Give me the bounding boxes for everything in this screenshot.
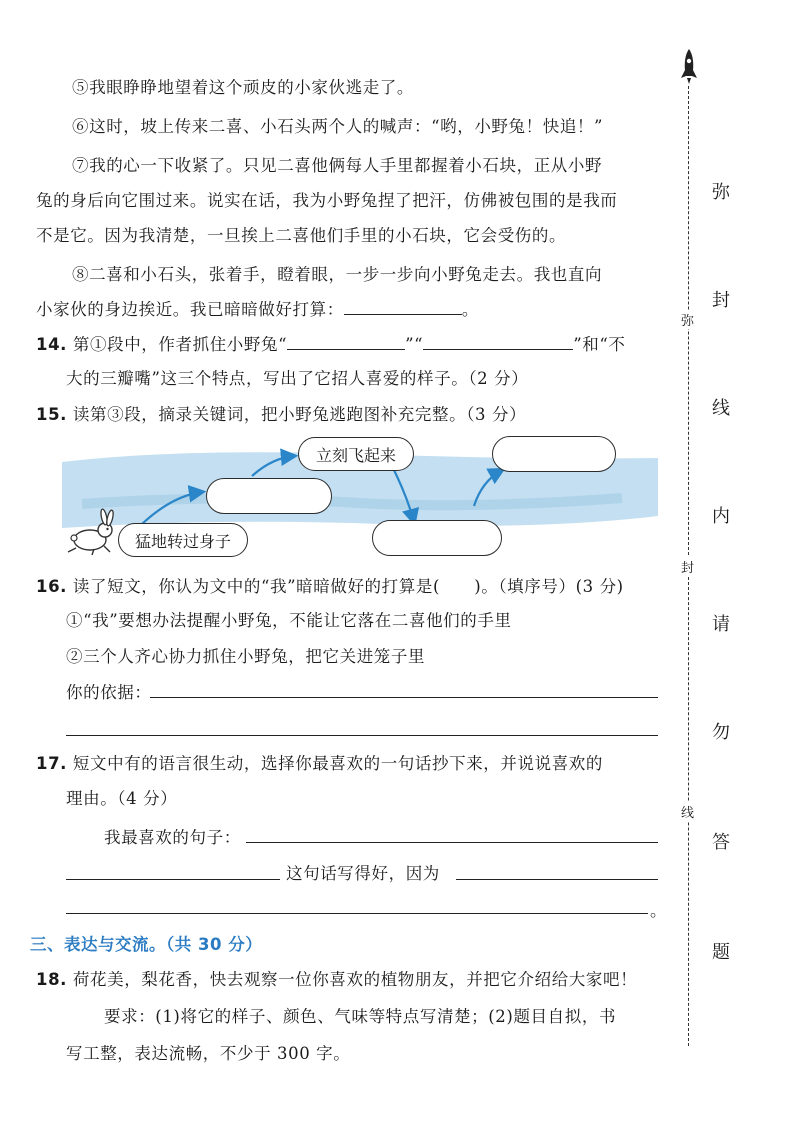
q16-basis-line-1[interactable]	[150, 697, 658, 698]
q16-option-1: ①“我”要想办法提醒小野兔，不能让它落在二喜他们的手里	[66, 611, 512, 630]
passage-para-7-line-3: 不是它。因为我清楚，一旦挨上二喜他们手里的小石块，它会受伤的。	[36, 226, 567, 245]
section-3-title: 三、表达与交流。（共 30 分）	[30, 935, 263, 954]
passage-para-6: ⑥这时，坡上传来二喜、小石头两个人的喊声：“哟，小野兔！快追！”	[72, 117, 604, 136]
q16-basis-label: 你的依据：	[66, 683, 152, 702]
passage-para-5: ⑤我眼睁睁地望着这个顽皮的小家伙逃走了。	[72, 78, 414, 97]
margin-warning-char-5: 请	[712, 614, 730, 635]
q17-favourite-line[interactable]	[246, 842, 658, 843]
question-14-number: 14.	[36, 335, 68, 354]
rabbit-icon	[64, 508, 120, 556]
arrow-3	[392, 466, 414, 522]
margin-warning-char-6: 勿	[712, 722, 730, 743]
question-15: 15. 读第③段，摘录关键词，把小野兔逃跑图补充完整。（3 分）	[36, 405, 527, 424]
question-14-line-2: 大的三瓣嘴”这三个特点，写出了它招人喜爱的样子。（2 分）	[66, 369, 529, 388]
question-16-number: 16.	[36, 577, 68, 596]
passage-para-7-line-1: ⑦我的心一下收紧了。只见二喜他俩每人手里都握着小石块，正从小野	[72, 156, 603, 175]
q17-end-mark: 。	[650, 901, 668, 920]
flow-step-blank-1[interactable]	[206, 478, 332, 514]
seal-mark-2: 封	[681, 557, 694, 576]
q14-blank-2[interactable]	[423, 333, 573, 350]
q17-favourite-line-2[interactable]	[66, 879, 280, 880]
q18-requirement-line-2: 写工整，表达流畅，不少于 300 字。	[66, 1044, 351, 1063]
q17-reason-label: 这句话写得好，因为	[286, 864, 440, 883]
question-16: 16. 读了短文，你认为文中的“我”暗暗做好的打算是( )。（填序号）(3 分)	[36, 577, 624, 596]
margin-warning-char-2: 封	[712, 290, 730, 311]
seal-mark-1: 弥	[681, 310, 694, 329]
flow-step-blank-2[interactable]	[372, 520, 502, 556]
passage-para-7-line-2: 兔的身后向它围过来。说实在话，我为小野兔捏了把汗，仿佛被包围的是我而	[36, 191, 618, 210]
flow-step-top: 立刻飞起来	[298, 437, 414, 471]
question-18-number: 18.	[36, 970, 68, 989]
question-17-line-2: 理由。（4 分）	[66, 789, 178, 808]
arrow-4	[474, 470, 502, 506]
arrow-1	[142, 492, 202, 524]
margin-warning-char-8: 题	[712, 942, 730, 963]
margin-warning-char-4: 内	[712, 506, 730, 527]
q17-favourite-label: 我最喜欢的句子：	[104, 828, 241, 847]
question-18: 18. 荷花美，梨花香，快去观察一位你喜欢的植物朋友，并把它介绍给大家吧！	[36, 970, 638, 989]
margin-warning-char-3: 线	[712, 398, 730, 419]
q14-blank-1[interactable]	[287, 333, 405, 350]
passage-para-8-line-2: 小家伙的身边挨近。我已暗暗做好打算： 。	[36, 300, 479, 319]
margin-warning-char-7: 答	[712, 832, 730, 853]
flow-step-start: 猛地转过身子	[118, 523, 248, 557]
question-14: 14. 第①段中，作者抓住小野兔“ ”“ ”和“不	[36, 335, 626, 354]
question-17: 17. 短文中有的语言很生动，选择你最喜欢的一句话抄下来，并说说喜欢的	[36, 754, 603, 773]
question-15-number: 15.	[36, 405, 68, 424]
q16-basis-line-2[interactable]	[66, 735, 658, 736]
q17-reason-line-2[interactable]	[66, 913, 648, 914]
plan-answer-blank[interactable]	[344, 298, 462, 315]
rocket-icon	[679, 48, 699, 86]
question-17-number: 17.	[36, 754, 68, 773]
passage-para-8-line-1: ⑧二喜和小石头，张着手，瞪着眼，一步一步向小野兔走去。我也直向	[72, 265, 603, 284]
q16-option-2: ②三个人齐心协力抓住小野兔，把它关进笼子里	[66, 647, 426, 666]
flow-step-blank-3[interactable]	[492, 436, 616, 472]
arrow-2	[252, 456, 294, 476]
seal-mark-3: 线	[681, 802, 694, 821]
margin-warning-char-1: 弥	[712, 182, 730, 203]
q18-requirement-line-1: 要求：(1)将它的样子、颜色、气味等特点写清楚；(2)题目自拟，书	[104, 1007, 617, 1026]
q17-reason-line-1[interactable]	[456, 879, 658, 880]
